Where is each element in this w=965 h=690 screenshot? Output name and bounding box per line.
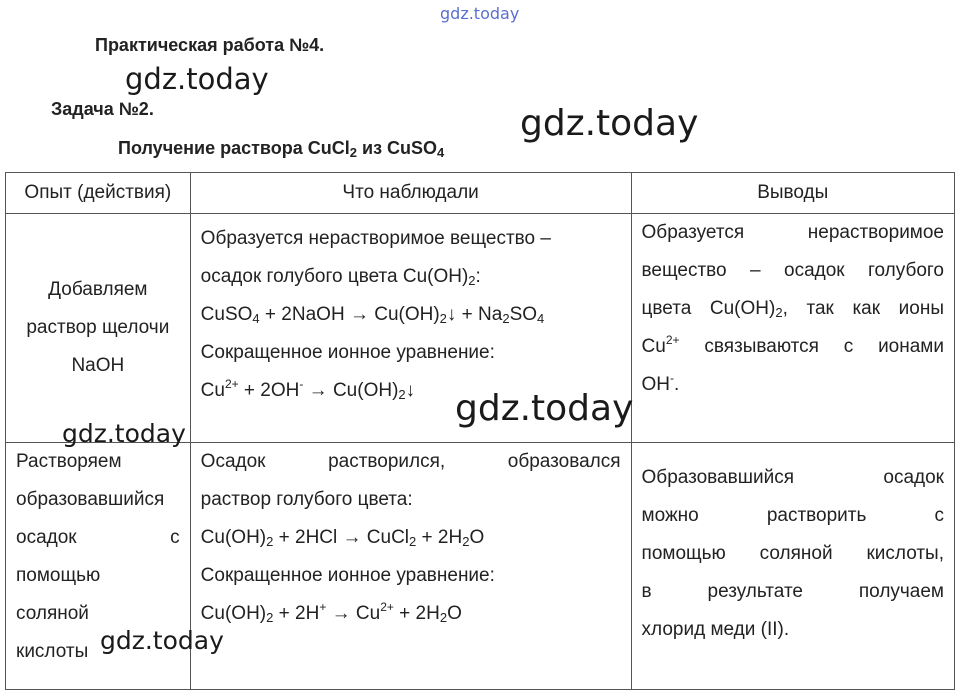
cell-observation: Образуется нерастворимое вещество – осадок голубого цвета $Cu(OH)_2$: CuSO$_4$ + 2NaOH → $Cu(OH)_2↓ + Na_2SO_4$ Сокращенное ионное уравнение: $Cu^{2+} + 2OH^-$ → $Cu(OH)_2↓$ xyxy=(190,214,631,443)
table-header-row xyxy=(6,173,955,214)
header-conclusion: Выводы xyxy=(631,173,954,214)
cell-action: Добавляем раствор щелочи NaOH xyxy=(6,214,191,443)
page-title: Практическая работа №4. xyxy=(95,35,325,55)
watermark-5: gdz.today xyxy=(100,626,224,655)
cell-observation: Осадок растворился, образовался раствор голубого цвета: $Cu(OH)_2 + 2HCl$ → CuCl$_2$ + $2H_2O$ Сокращенное ионное уравнение: $Cu(OH)_2 + 2H^+ \to Cu^{2+} + 2H_2O$ xyxy=(190,443,631,690)
watermark-1: gdz.today xyxy=(125,62,269,96)
task-title: Задача №2. xyxy=(51,99,154,119)
header-action: Опыт (действия) xyxy=(6,173,191,214)
task-subtitle: Получение раствора CuCl$_2$ из CuSO$_4$ xyxy=(118,138,445,160)
watermark-3: gdz.today xyxy=(455,388,634,429)
cell-action: Растворяем образовавшийся осадок с помощью соляной кислоты xyxy=(6,443,191,690)
header-observation: Что наблюдали xyxy=(190,173,631,214)
cell-conclusion: Образовавшийся осадок можно растворить с помощью соляной кислоты, в результате получаем хлорид меди (II). xyxy=(631,443,954,690)
watermark-4: gdz.today xyxy=(62,419,186,448)
cell-conclusion: Образуется нерастворимое вещество – осадок голубого цвета $Cu(OH)_2$, так как ионы $Cu^{2+}$ связываются с ионами OH-. xyxy=(631,214,954,443)
watermark-top: gdz.today xyxy=(440,4,520,23)
watermark-2: gdz.today xyxy=(520,103,699,144)
